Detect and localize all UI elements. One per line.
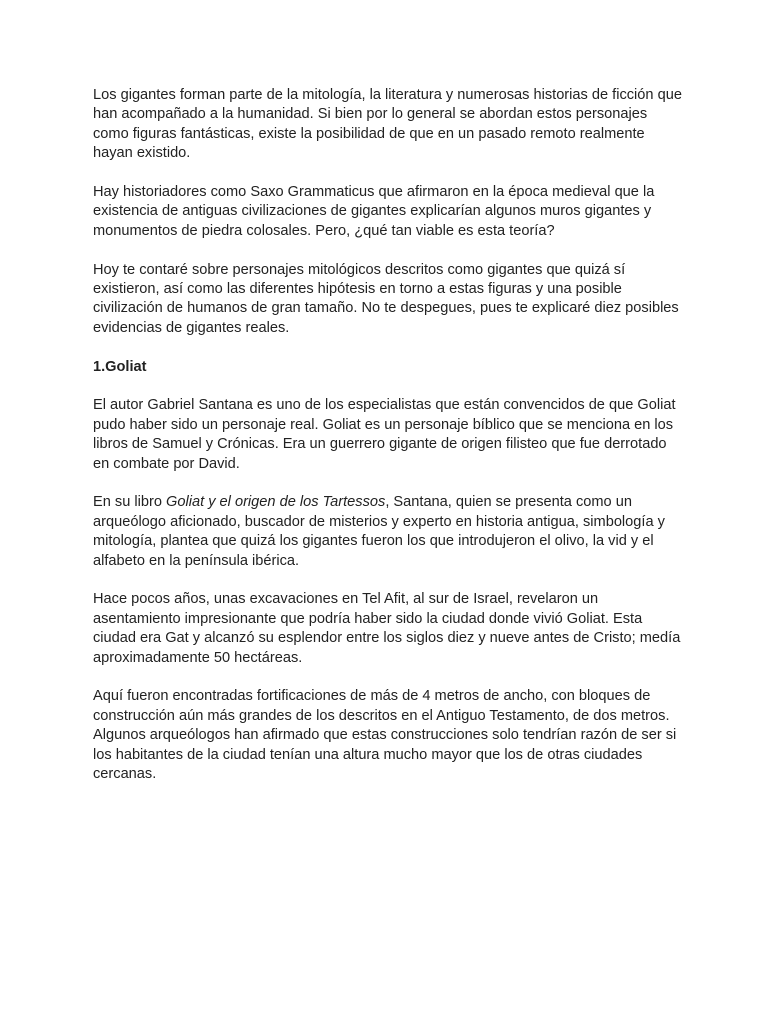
intro-paragraph-1: Los gigantes forman parte de la mitología, la literatura y numerosas historias de ficción que han acompañado a la humanidad. Si bien por lo general se abordan estos personajes como figuras fantásticas, existe la posibilidad de que en un pasado remoto realmente hayan existido. — [93, 87, 682, 162]
goliat-paragraph-3: Hace pocos años, unas excavaciones en Tel Afit, al sur de Israel, revelaron un asentamiento impresionante que podría haber sido la ciudad donde vivió Goliat. Esta ciudad era Gat y alcanzó su esplendor entre los siglos diez y nueve antes de Cristo; medía aproximadamente 50 hectáreas. — [93, 591, 681, 666]
document-page — [93, 86, 683, 804]
book-title: Goliat y el origen de los Tartessos — [166, 494, 386, 511]
intro-paragraph-2: Hay historiadores como Saxo Grammaticus que afirmaron en la época medieval que la existencia de antiguas civilizaciones de gigantes explicarían algunos muros gigantes y monumentos de piedra colosales. Pero, ¿qué tan viable es esta teoría? — [93, 184, 655, 239]
goliat-paragraph-1: El autor Gabriel Santana es uno de los especialistas que están convencidos de que Goliat pudo haber sido un personaje real. Goliat es un personaje bíblico que se menciona en los libros de Samuel y Crónicas. Era un guerrero gigante de origen filisteo que fue derrotado en combate por David. — [93, 397, 676, 472]
section-heading: 1.Goliat — [93, 358, 147, 375]
goliat-paragraph-2 — [93, 493, 683, 571]
intro-paragraph-3: Hoy te contaré sobre personajes mitológicos descritos como gigantes que quizá sí existieron, así como las diferentes hipótesis en torno a estas figuras y una posible civilización de humanos de gran tamaño. No te despegues, pues te explicaré diez posibles evidencias de gigantes reales. — [93, 261, 679, 336]
goliat-paragraph-2-start: En su libro — [93, 494, 167, 511]
goliat-paragraph-4: Aquí fueron encontradas fortificaciones de más de 4 metros de ancho, con bloques de construcción aún más grandes de los descritos en el Antiguo Testamento, de dos metros. Algunos arqueólogos han afirmado que estas construcciones solo tendrían razón de ser si los habitantes de la ciudad tenían una altura mucho mayor que los de otras ciudades cercanas. — [93, 688, 677, 783]
goliat-paragraph-2-end: , Santana, quien se presenta como un arqueólogo aficionado, buscador de misterios y experto en historia antigua, simbología y mitología, plantea que quizá los gigantes fueron los que introdujeron el olivo, la vid y el alfabeto en la península ibérica. — [93, 494, 665, 569]
